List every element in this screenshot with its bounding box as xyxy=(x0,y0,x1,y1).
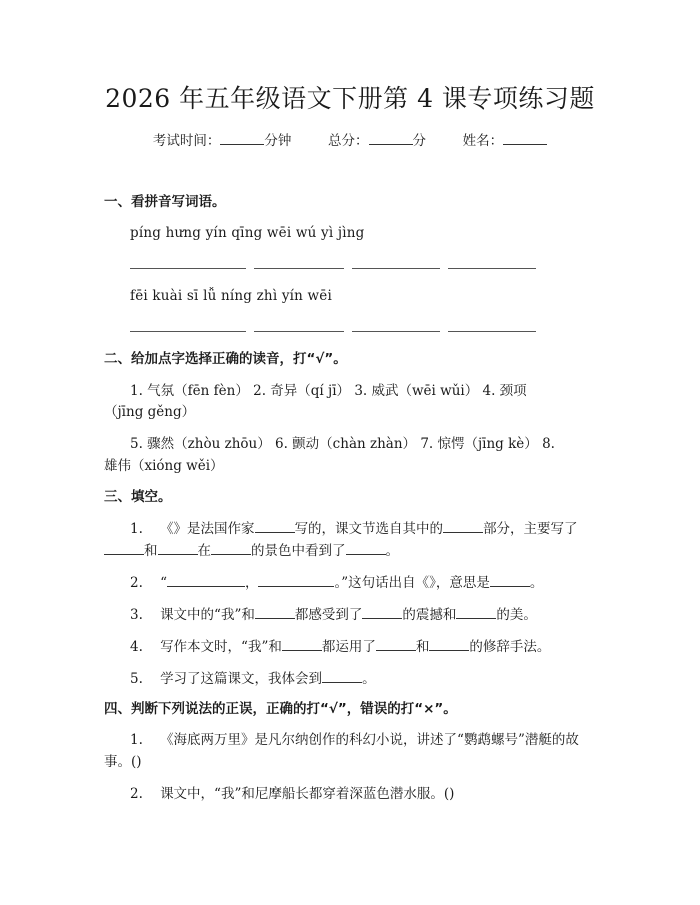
fill-blank xyxy=(443,518,483,533)
time-label: 考试时间： xyxy=(152,133,221,149)
question-text: 。 xyxy=(362,671,376,687)
score-unit: 分 xyxy=(412,133,426,149)
question-text: 学习了这篇课文，我体会到 xyxy=(160,671,323,687)
question-text: 课文中的“我”和 xyxy=(160,607,255,623)
answer-line xyxy=(448,268,536,269)
question-text: 《》是法国作家 xyxy=(160,521,255,537)
question-text: 和 xyxy=(415,639,430,655)
section-2-heading: 二、给加点字选择正确的读音，打“√”。 xyxy=(104,351,347,367)
answer-lines-row-2 xyxy=(130,331,550,333)
answer-line xyxy=(130,331,246,332)
question-text: 。 xyxy=(529,575,544,591)
question-text: 课文中，“我”和尼摩船长都穿着深蓝色潜水服。() xyxy=(160,786,455,802)
judge-question-1-cont: 事。() xyxy=(104,754,142,770)
question-text: 写作本文时，“我”和 xyxy=(160,639,282,655)
fill-question-2 xyxy=(130,572,543,593)
question-text: 。”这句话出自《》，意思是 xyxy=(334,575,490,591)
time-unit: 分钟 xyxy=(264,133,292,149)
fill-blank xyxy=(258,572,334,587)
answer-line xyxy=(254,331,344,332)
fill-blank xyxy=(255,518,295,533)
fill-question-1-cont xyxy=(104,540,399,561)
fill-blank xyxy=(167,572,245,587)
question-text: 的美。 xyxy=(496,607,537,623)
fill-blank xyxy=(490,572,530,587)
question-number: 2. xyxy=(130,575,143,591)
question-number: 3. xyxy=(130,607,143,623)
answer-line xyxy=(254,268,344,269)
question-text: 的修辞手法。 xyxy=(469,639,551,655)
exam-meta xyxy=(0,130,700,151)
fill-question-3 xyxy=(130,604,537,625)
question-text: ， xyxy=(244,575,259,591)
judge-question-1 xyxy=(130,730,579,750)
answer-line xyxy=(352,331,440,332)
time-blank xyxy=(220,130,264,145)
pinyin-row-1: píng hưng yín qīng wēi wú yì jìng xyxy=(130,225,365,241)
fill-question-1 xyxy=(130,518,578,539)
fill-question-4 xyxy=(130,636,550,657)
question-text: 写的，课文节选自其中的 xyxy=(294,521,444,537)
pronunciation-line-2-cont: 雄伟（xióng wěi） xyxy=(104,458,224,474)
fill-question-5 xyxy=(130,668,376,689)
section-4-heading: 四、判断下列说法的正误，正确的打“√”，错误的打“×”。 xyxy=(104,701,457,717)
score-blank xyxy=(369,130,413,145)
question-number: 1. xyxy=(130,732,143,748)
fill-blank xyxy=(211,540,251,555)
pronunciation-line-2: 5. 骤然（zhòu zhōu） 6. 颤动（chàn zhàn） 7. 惊愕（jīng kè） 8. xyxy=(130,436,555,452)
fill-blank xyxy=(322,668,362,683)
fill-blank xyxy=(362,604,402,619)
answer-line xyxy=(130,268,246,269)
fill-blank xyxy=(255,604,295,619)
question-text: 的景色中看到了 xyxy=(251,543,346,559)
question-text: 和 xyxy=(144,543,158,559)
question-text: 的震撼和 xyxy=(402,607,457,623)
answer-line xyxy=(448,331,536,332)
question-number: 4. xyxy=(130,639,143,655)
question-text: 都运用了 xyxy=(321,639,376,655)
question-text: 在 xyxy=(197,543,211,559)
fill-blank xyxy=(456,604,496,619)
pinyin-row-2: fēi kuài sī lǚ níng zhì yín wēi xyxy=(130,288,333,304)
pronunciation-line-1-cont: （jīng gěng） xyxy=(104,404,196,420)
fill-blank xyxy=(104,540,144,555)
answer-line xyxy=(352,268,440,269)
question-text: 。 xyxy=(385,543,399,559)
question-number: 5. xyxy=(130,671,143,687)
question-text: 部分，主要写了 xyxy=(483,521,578,537)
question-number: 2. xyxy=(130,786,143,802)
fill-blank xyxy=(429,636,469,651)
pronunciation-line-1: 1. 气氛（fēn fèn） 2. 奇异（qí jī） 3. 威武（wēi wǔi） 4. 颈项 xyxy=(130,383,527,399)
fill-blank xyxy=(376,636,416,651)
fill-blank xyxy=(158,540,198,555)
score-label: 总分： xyxy=(328,133,369,149)
question-text: 《海底两万里》是凡尔纳创作的科幻小说，讲述了“鹦鹉螺号”潜艇的故 xyxy=(160,732,579,748)
section-3-heading: 三、填空。 xyxy=(104,489,172,505)
fill-blank xyxy=(282,636,322,651)
name-blank xyxy=(503,130,547,145)
question-text: “ xyxy=(160,575,167,591)
answer-lines-row-1 xyxy=(130,268,550,270)
page-title: 2026 年五年级语文下册第 4 课专项练习题 xyxy=(105,84,595,113)
section-1-heading: 一、看拼音写词语。 xyxy=(104,194,226,210)
name-label: 姓名： xyxy=(462,133,504,149)
question-text: 都感受到了 xyxy=(294,607,363,623)
question-number: 1. xyxy=(130,521,143,537)
fill-blank xyxy=(346,540,386,555)
judge-question-2 xyxy=(130,784,454,804)
